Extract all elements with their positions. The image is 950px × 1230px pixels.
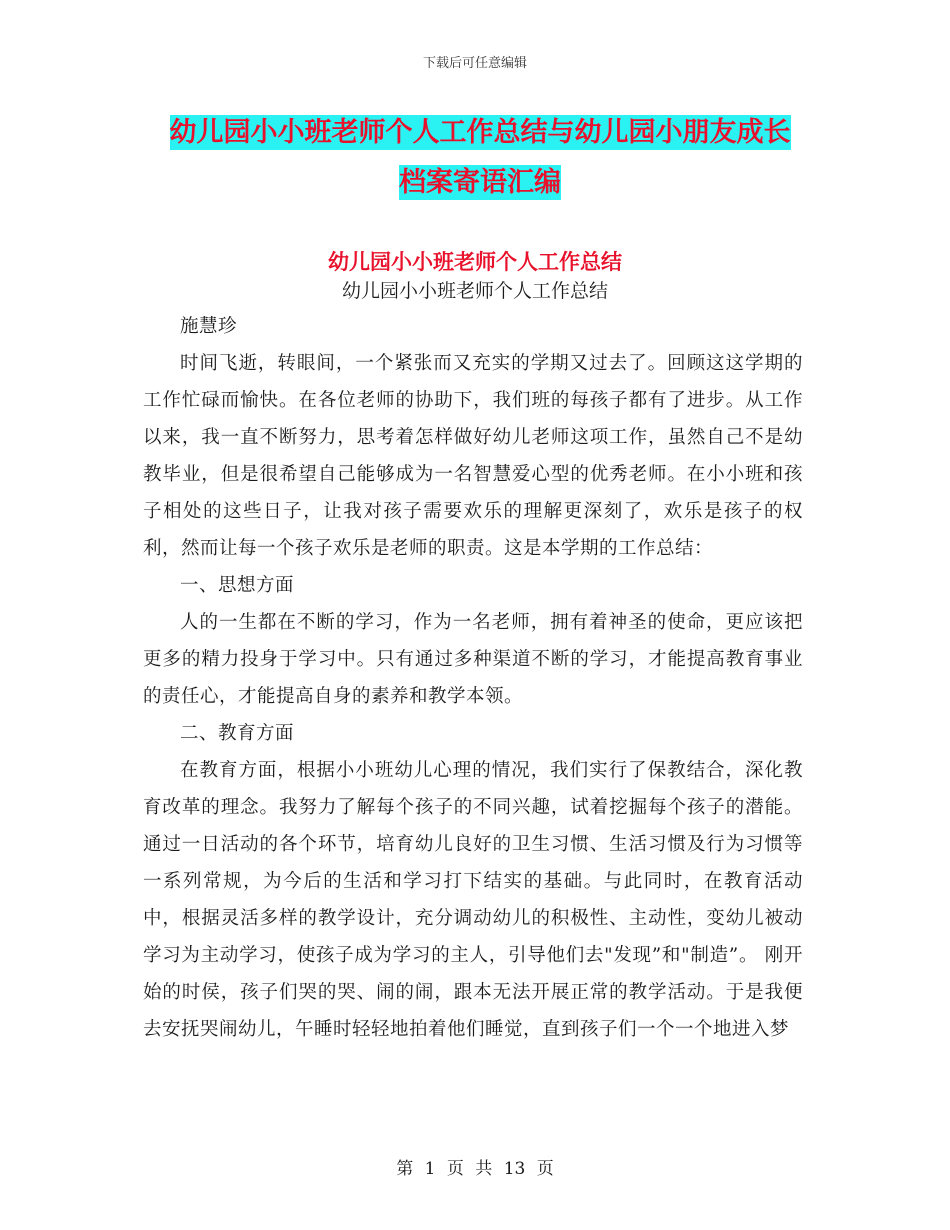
section-subheading: 幼儿园小小班老师个人工作总结 bbox=[341, 280, 608, 302]
section-heading: 幼儿园小小班老师个人工作总结 bbox=[328, 250, 622, 274]
body-paragraph: 人的一生都在不断的学习，作为一名老师，拥有着神圣的使命，更应该把更多的精力投身于学习中。只有通过多种渠道不断的学习，才能提高教育事业的责任心，才能提高自身的素养和教学本领。 bbox=[143, 612, 803, 707]
page-number: 第 1 页 共 13 页 bbox=[396, 1159, 554, 1179]
document-title-line1: 幼儿园小小班老师个人工作总结与幼儿园小朋友成长 bbox=[169, 117, 791, 148]
section-heading-education: 二、教育方面 bbox=[180, 723, 295, 744]
document-title bbox=[140, 108, 820, 208]
section-heading-thought: 一、思想方面 bbox=[180, 575, 295, 596]
body-paragraph: 时间飞逝，转眼间，一个紧张而又充实的学期又过去了。回顾这这学期的工作忙碌而愉快。在各位老师的协助下，我们班的每孩子都有了进步。从工作以来，我一直不断努力，思考着怎样做好幼儿老师这项工作，虽然自己不是幼教毕业，但是很希望自己能够成为一名智慧爱心型的优秀老师。在小小班和孩子相处的这些日子，让我对孩子需要欢乐的理解更深刻了，欢乐是孩子的权利，然而让每一个孩子欢乐是老师的职责。这是本学期的工作总结： bbox=[143, 353, 803, 559]
page-header-note: 下载后可任意编辑 bbox=[422, 56, 527, 71]
body-paragraph: 在教育方面，根据小小班幼儿心理的情况，我们实行了保教结合，深化教育改革的理念。我努力了解每个孩子的不同兴趣，试着挖掘每个孩子的潜能。通过一日活动的各个环节，培育幼儿良好的卫生习惯、生活习惯及行为习惯等一系列常规，为今后的生活和学习打下结实的基础。与此同时，在教育活动中，根据灵活多样的教学设计，充分调动幼儿的积极性、主动性，变幼儿被动学习为主动学习，使孩子成为学习的主人，引导他们去"发现”和"制造”。 刚开始的时侯，孩子们哭的哭、闹的闹，跟本无法开展正常的教学活动。于是我便去安抚哭闹幼儿，午睡时轻轻地拍着他们睡觉，直到孩子们一个一个地进入梦 bbox=[143, 760, 803, 1040]
document-body bbox=[143, 308, 803, 1048]
author-name: 施慧珍 bbox=[180, 316, 238, 337]
document-title-line2: 档案寄语汇编 bbox=[399, 167, 561, 198]
